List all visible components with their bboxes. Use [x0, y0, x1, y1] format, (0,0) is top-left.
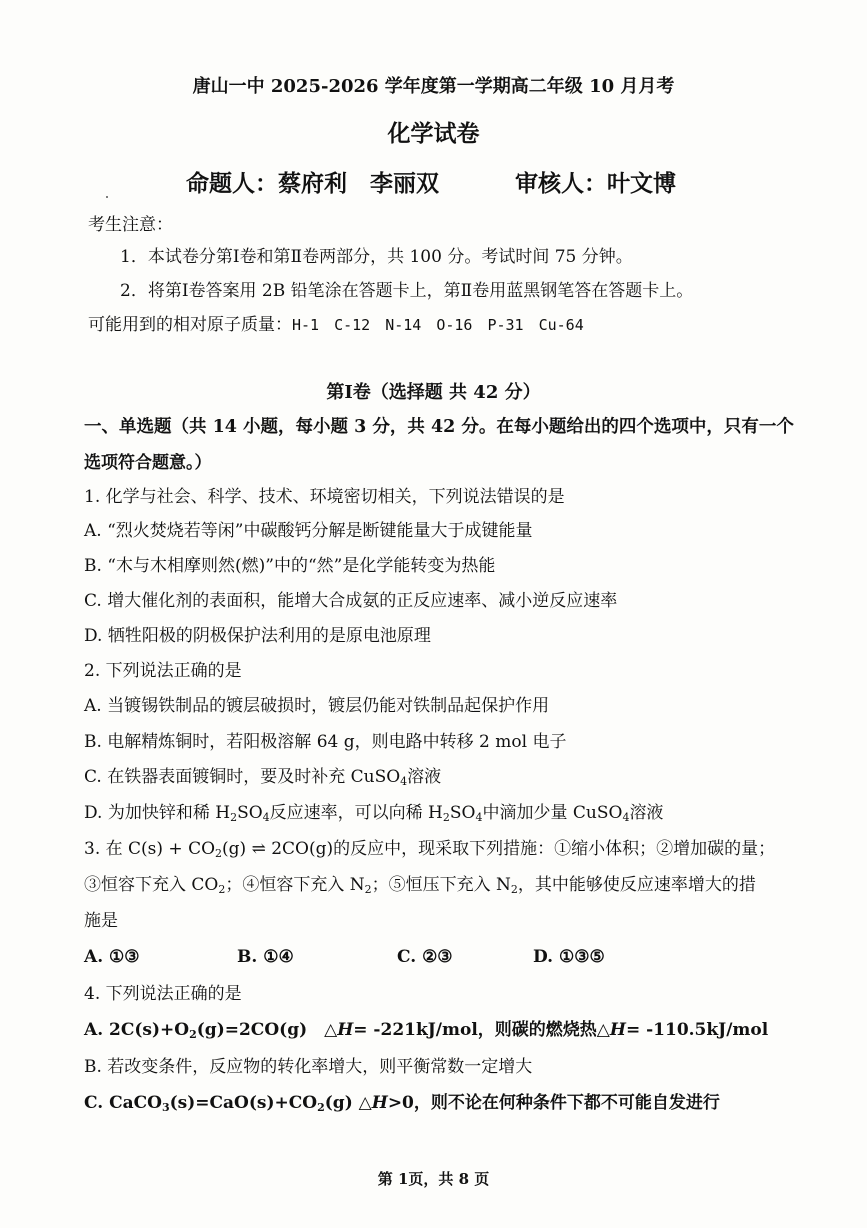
exam-title: 唐山一中 2025-2026 学年度第一学期高二年级 10 月月考 [192, 76, 675, 97]
q4-a-text: A. 2C(s)+O [84, 1020, 190, 1040]
reviewer-label: 审核人： [515, 170, 607, 197]
q3-stem-line3: 施是 [84, 911, 118, 931]
q4-c-text: (g) [324, 1093, 359, 1113]
q4-option-b: B. 若改变条件，反应物的转化率增大，则平衡常数一定增大 [84, 1057, 533, 1077]
scan-speck [106, 196, 108, 198]
reviewer-name: 叶文博 [607, 170, 676, 197]
notice-item-1: 1．本试卷分第Ⅰ卷和第Ⅱ卷两部分，共 100 分。考试时间 75 分钟。 [120, 247, 633, 267]
q4-c-text: C. CaCO [84, 1093, 162, 1113]
subscript: 2 [510, 883, 518, 896]
subscript: 2 [442, 811, 450, 824]
atomic-mass-values: H-1 C-12 N-14 O-16 P-31 Cu-64 [292, 316, 584, 334]
setters-line [186, 170, 439, 198]
q1-option-a: A. “烈火焚烧若等闲”中碳酸钙分解是断键能量大于成键能量 [84, 521, 533, 541]
q2-d-text-end: 溶液 [629, 803, 664, 823]
delta-h: △H [358, 1093, 388, 1113]
section-title: 第Ⅰ卷（选择题 共 42 分） [326, 382, 541, 403]
atomic-mass-label: 可能用到的相对原子质量： [88, 315, 292, 335]
q2-d-text: 反应速率，可以向稀 H [269, 803, 443, 823]
q2-option-b: B. 电解精炼铜时，若阳极溶解 64 g，则电路中转移 2 mol 电子 [84, 732, 567, 752]
subscript: 2 [218, 883, 226, 896]
q2-d-text: SO [449, 803, 476, 823]
q3-text: ，其中能够使反应速率增大的措 [517, 875, 756, 895]
subscript: 2 [317, 1101, 325, 1114]
q4-c-text-end: >0，则不论在何种条件下都不可能自发进行 [387, 1093, 720, 1113]
subscript: 2 [230, 811, 238, 824]
subscript: 4 [262, 811, 270, 824]
q2-d-text: D. 为加快锌和稀 H [84, 803, 231, 823]
delta-h: △H [596, 1020, 626, 1040]
reviewer-line [515, 170, 676, 198]
page-footer: 第 1页，共 8 页 [377, 1170, 490, 1188]
section-instruction-line2: 选项符合题意。） [84, 453, 212, 473]
q1-option-b: B. “木与木相摩则然(燃)”中的“然”是化学能转变为热能 [84, 556, 496, 576]
setters-names: 蔡府利 李丽双 [278, 170, 439, 197]
delta-h: △H [324, 1020, 354, 1040]
q2-stem: 2. 下列说法正确的是 [84, 661, 242, 681]
q3-text: ③恒容下充入 CO [84, 875, 219, 895]
q3-option-b: B. ①④ [237, 947, 294, 967]
q1-option-c: C. 增大催化剂的表面积，能增大合成氨的正反应速率、减小逆反应速率 [84, 591, 618, 611]
subscript: 4 [475, 811, 483, 824]
q4-stem: 4. 下列说法正确的是 [84, 984, 242, 1004]
section-instruction-line1: 一、单选题（共 14 小题，每小题 3 分，共 42 分。在每小题给出的四个选项中，只有一个 [84, 417, 794, 437]
q3-option-d: D. ①③⑤ [533, 947, 605, 967]
q2-option-a: A. 当镀锡铁制品的镀层破损时，镀层仍能对铁制品起保护作用 [84, 696, 550, 716]
q2-option-d [84, 802, 663, 824]
subject-title: 化学试卷 [387, 120, 480, 147]
q2-c-text: C. 在铁器表面镀铜时，要及时补充 CuSO [84, 767, 401, 787]
subscript: 2 [215, 847, 223, 860]
q4-a-text: = -221kJ/mol，则碳的燃烧热 [353, 1020, 597, 1040]
q2-option-c [84, 766, 441, 788]
q2-d-text: SO [237, 803, 263, 823]
q3-text: 3. 在 C(s) + CO [84, 839, 216, 859]
q3-text: (g) ⇌ 2CO(g)的反应中，现采取下列措施：①缩小体积；②增加碳的量； [222, 839, 776, 859]
q3-text: ；⑤恒压下充入 N [371, 875, 511, 895]
subscript: 2 [189, 1028, 197, 1041]
setters-label: 命题人： [186, 170, 278, 197]
q4-c-text: (s)=CaO(s)+CO [169, 1093, 318, 1113]
subscript: 4 [622, 811, 630, 824]
q1-option-d: D. 牺牲阳极的阴极保护法利用的是原电池原理 [84, 626, 431, 646]
q4-option-a [84, 1019, 768, 1041]
q3-option-c: C. ②③ [397, 947, 453, 967]
subscript: 3 [161, 1101, 170, 1114]
subscript: 4 [400, 775, 408, 788]
q3-text: ；④恒容下充入 N [225, 875, 365, 895]
q3-stem-line1 [84, 838, 775, 860]
q2-c-text-end: 溶液 [407, 767, 442, 787]
atomic-mass-line [88, 314, 584, 336]
notice-heading: 考生注意： [88, 215, 173, 235]
q4-a-text: (g)=2CO(g) [196, 1020, 325, 1040]
q4-option-c [84, 1092, 720, 1114]
notice-item-2: 2．将第Ⅰ卷答案用 2B 铅笔涂在答题卡上，第Ⅱ卷用蓝黑钢笔答在答题卡上。 [120, 281, 694, 301]
subscript: 2 [364, 883, 372, 896]
q4-a-text-end: = -110.5kJ/mol [625, 1020, 769, 1040]
q1-stem: 1. 化学与社会、科学、技术、环境密切相关，下列说法错误的是 [84, 487, 565, 507]
q3-stem-line2 [84, 874, 756, 896]
q2-d-text: 中滴加少量 CuSO [482, 803, 623, 823]
q3-option-a: A. ①③ [84, 947, 140, 967]
